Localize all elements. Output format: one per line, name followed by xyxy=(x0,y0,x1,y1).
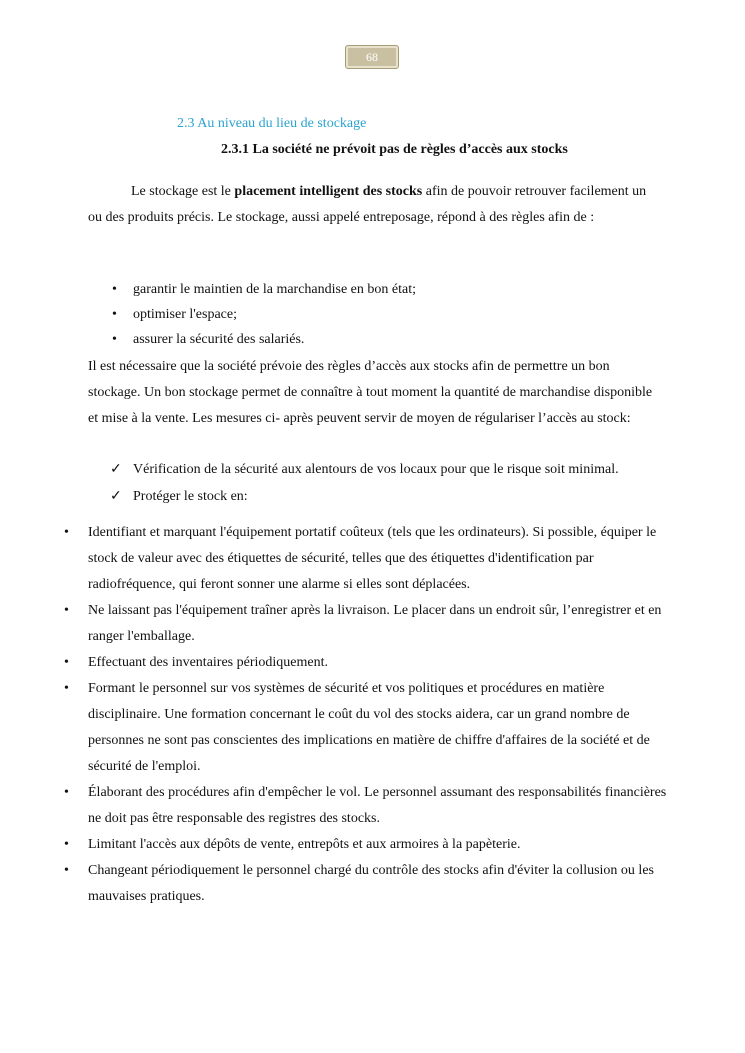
goal-item: • garantir le maintien de la marchandise en bon état; xyxy=(88,280,416,305)
measure-item: • Élaborant des procédures afin d'empêcher le vol. Le personnel assumant des responsabilités financières ne doit pas être responsable des registres des stocks. xyxy=(60,780,670,832)
goal-item: • assurer la sécurité des salariés. xyxy=(88,330,416,355)
section-heading: 2.3 Au niveau du lieu de stockage xyxy=(177,116,367,131)
intro-paragraph xyxy=(88,179,660,231)
goal-item: • optimiser l'espace; xyxy=(88,305,416,330)
checkmark-icon: ✓ xyxy=(110,489,122,504)
need-paragraph: Il est nécessaire que la société prévoie des règles d’accès aux stocks afin de permettre un bon stockage. Un bon stockage permet de connaître à tout moment la quantité de marchandise disponible et mise à la vente. Les mesures ci- après peuvent servir de moyen de régulariser l’accès au stock: xyxy=(88,359,653,426)
page-number-badge: 68 xyxy=(345,45,399,69)
intro-suffix: afin de pouvoir retrouver facilement un ou des produits précis. Le stockage, aussi appelé entreposage, répond à des règles afin de : xyxy=(88,184,647,225)
check-list xyxy=(88,460,619,514)
check-item-text: Vérification de la sécurité aux alentours de vos locaux pour que le risque soit minimal. xyxy=(133,462,619,477)
measure-item: • Identifiant et marquant l'équipement portatif coûteux (tels que les ordinateurs). Si possible, équiper le stock de valeur avec des étiquettes de sécurité, telles que des étiquettes d'identification par radiofréquence, qui feront sonner une alarme si elles sont déplacées. xyxy=(60,520,670,598)
measure-item: • Ne laissant pas l'équipement traîner après la livraison. Le placer dans un endroit sûr, l’enregistrer et en ranger l'emballage. xyxy=(60,598,670,650)
subsection-heading: 2.3.1 La société ne prévoit pas de règles d’accès aux stocks xyxy=(221,142,568,157)
check-item-text: Protéger le stock en: xyxy=(133,489,248,504)
measure-item: • Formant le personnel sur vos systèmes de sécurité et vos politiques et procédures en matière disciplinaire. Une formation concernant le coût du vol des stocks aidera, car un grand nombre de personnes ne sont pas conscientes des implications en matière de chiffre d'affaires de la société et de sécurité de l'emploi. xyxy=(60,676,670,780)
check-item xyxy=(88,487,619,514)
intro-prefix: Le stockage est le xyxy=(131,184,235,199)
measure-list xyxy=(60,520,670,910)
goal-list xyxy=(88,280,416,355)
measure-item: • Limitant l'accès aux dépôts de vente, entrepôts et aux armoires à la papèterie. xyxy=(60,832,670,858)
intro-bold-text: placement intelligent des stocks xyxy=(234,184,423,199)
check-item xyxy=(88,460,619,487)
measure-item: • Effectuant des inventaires périodiquement. xyxy=(60,650,670,676)
checkmark-icon: ✓ xyxy=(110,462,122,477)
measure-item: • Changeant périodiquement le personnel chargé du contrôle des stocks afin d'éviter la collusion ou les mauvaises pratiques. xyxy=(60,858,670,910)
